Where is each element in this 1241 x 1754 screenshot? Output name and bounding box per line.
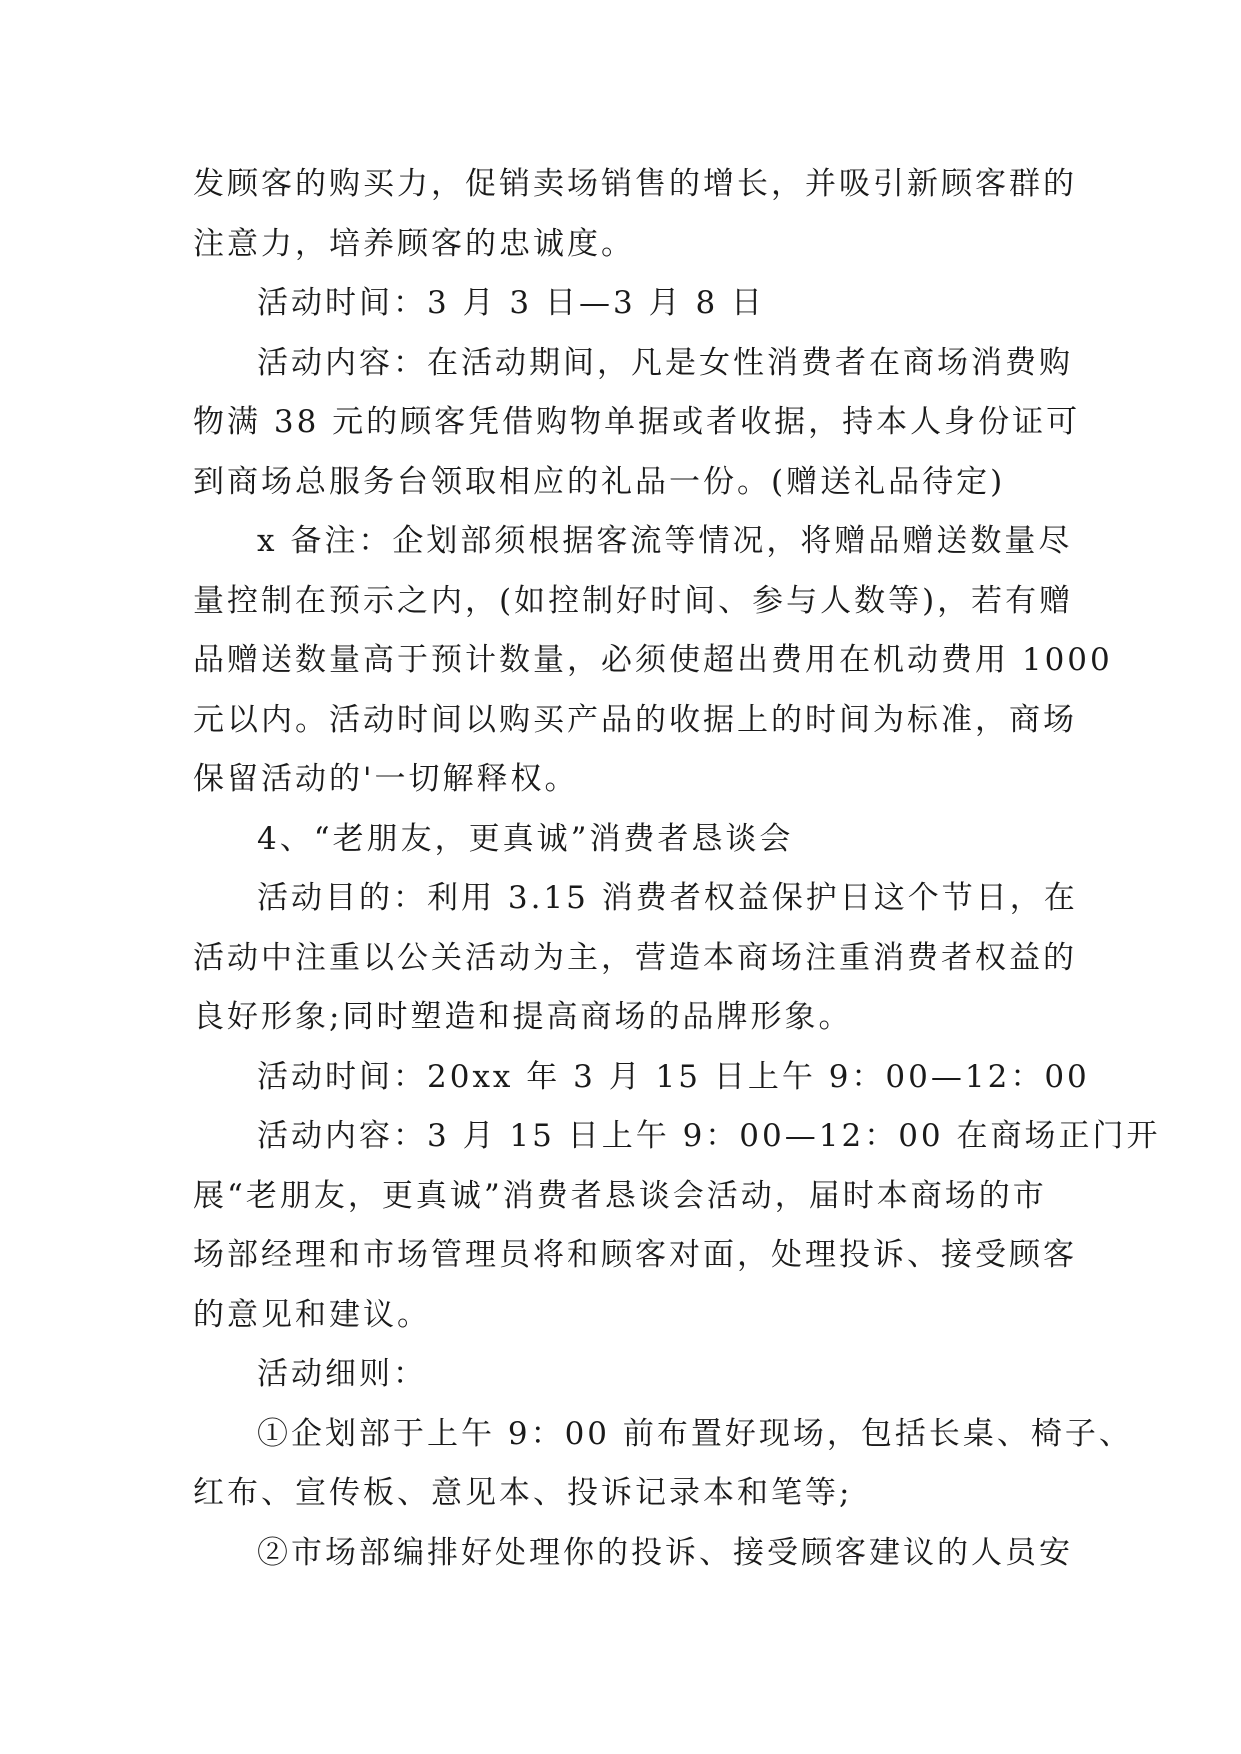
- text-line: 注意力，培养顾客的忠诚度。: [193, 225, 635, 262]
- paragraph-intro-continued: [193, 155, 1077, 274]
- paragraph-rule-1: [193, 1405, 1133, 1524]
- text-line: 活动时间：3 月 3 日—3 月 8 日: [257, 285, 766, 321]
- text-line: 元以内。活动时间以购买产品的收据上的时间为标准，商场: [193, 701, 1077, 738]
- text-line: 活动目的：利用 3.15 消费者权益保护日这个节日，在: [257, 880, 1078, 916]
- text-line: 4、“老朋友，更真诚”消费者恳谈会: [257, 820, 794, 857]
- paragraph-activity-content-1: [193, 334, 1081, 513]
- text-line: ②市场部编排好处理你的投诉、接受顾客建议的人员安: [257, 1534, 1073, 1571]
- text-line: 展“老朋友，更真诚”消费者恳谈会活动，届时本商场的市: [193, 1177, 1047, 1214]
- text-line: 的意见和建议。: [193, 1296, 431, 1333]
- text-line: 良好形象;同时塑造和提高商场的品牌形象。: [193, 999, 853, 1035]
- text-line: 品赠送数量高于预计数量，必须使超出费用在机动费用 1000: [193, 642, 1113, 678]
- paragraph-activity-content-2: [193, 1107, 1161, 1345]
- paragraph-activity-purpose: [193, 869, 1078, 1048]
- paragraph-activity-time-2: [193, 1048, 1090, 1108]
- text-line: 到商场总服务台领取相应的礼品一份。(赠送礼品待定): [193, 463, 1006, 500]
- text-line: 活动细则：: [257, 1356, 427, 1392]
- paragraph-activity-time-1: [193, 274, 1053, 334]
- text-line: 活动时间：20xx 年 3 月 15 日上午 9：00—12：00: [257, 1058, 1090, 1095]
- text-line: 活动内容：在活动期间，凡是女性消费者在商场消费购: [257, 344, 1073, 381]
- text-line: 活动内容：3 月 15 日上午 9：00—12：00 在商场正门开: [257, 1118, 1161, 1154]
- document-body: [193, 155, 1161, 1583]
- paragraph-activity-rules-heading: [193, 1345, 1053, 1405]
- text-line: 保留活动的'一切解释权。: [193, 761, 579, 797]
- section-heading-4: [193, 810, 1053, 870]
- text-line: 红布、宣传板、意见本、投诉记录本和笔等;: [193, 1475, 853, 1511]
- text-line: 场部经理和市场管理员将和顾客对面，处理投诉、接受顾客: [193, 1237, 1077, 1273]
- paragraph-rule-2: [193, 1524, 1073, 1584]
- text-line: 发顾客的购买力，促销卖场销售的增长，并吸引新顾客群的: [193, 166, 1077, 202]
- text-line: x 备注：企划部须根据客流等情况，将赠品赠送数量尽: [257, 523, 1073, 559]
- text-line: 物满 38 元的顾客凭借购物单据或者收据，持本人身份证可: [193, 404, 1081, 440]
- text-line: 量控制在预示之内，(如控制好时间、参与人数等)，若有赠: [193, 582, 1074, 619]
- text-line: 活动中注重以公关活动为主，营造本商场注重消费者权益的: [193, 939, 1077, 976]
- paragraph-remarks: [193, 512, 1113, 810]
- text-line: ①企划部于上午 9：00 前布置好现场，包括长桌、椅子、: [257, 1415, 1133, 1452]
